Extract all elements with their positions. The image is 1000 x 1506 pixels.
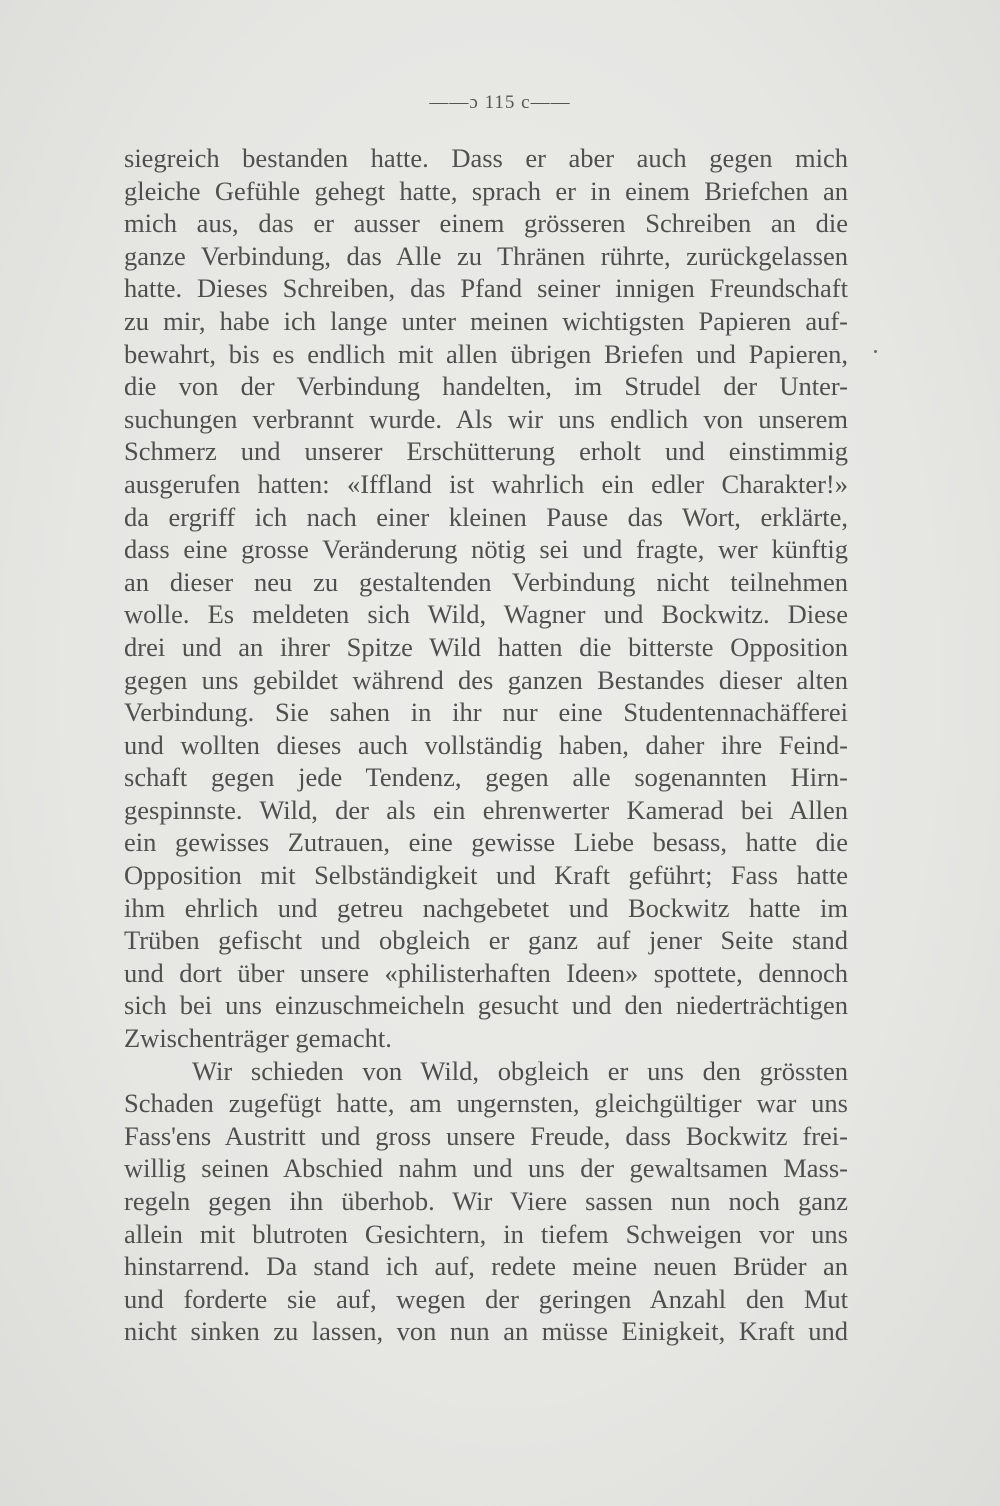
text-line: und wollten dieses auch vollständig haben, daher ihre Feind- bbox=[124, 729, 848, 760]
text-line: sich bei uns einzuschmeicheln gesucht und den niederträchtigen bbox=[124, 990, 848, 1021]
text-line: Schaden zugefügt hatte, am ungernsten, gleichgültiger war uns bbox=[124, 1088, 848, 1119]
text-line: Trüben gefischt und obgleich er ganz auf jener Seite stand bbox=[124, 925, 848, 956]
text-line: an dieser neu zu gestaltenden Verbindung nicht teilnehmen bbox=[124, 566, 848, 597]
text-line: Fass'ens Austritt und gross unsere Freude, dass Bockwitz frei- bbox=[124, 1120, 848, 1151]
text-line: Schmerz und unserer Erschütterung erholt und einstimmig bbox=[124, 436, 848, 467]
text-line: drei und an ihrer Spitze Wild hatten die bitterste Opposition bbox=[124, 631, 848, 662]
text-line: und dort über unsere «philisterhaften Ideen» spottete, dennoch bbox=[124, 957, 848, 988]
text-line: siegreich bestanden hatte. Dass er aber auch gegen mich bbox=[124, 143, 848, 173]
paragraph bbox=[124, 142, 848, 1055]
page-header-number: ——ɔ 115 c—— bbox=[429, 92, 571, 113]
text-line: zu mir, habe ich lange unter meinen wichtigsten Papieren auf- bbox=[124, 305, 848, 336]
text-line: gleiche Gefühle gehegt hatte, sprach er in einem Briefchen an bbox=[124, 175, 848, 206]
text-line: die von der Verbindung handelten, im Strudel der Unter- bbox=[124, 371, 848, 402]
text-line: da ergriff ich nach einer kleinen Pause das Wort, erklärte, bbox=[124, 501, 848, 532]
text-line: ganze Verbindung, das Alle zu Thränen rührte, zurückgelassen bbox=[124, 240, 848, 271]
text-line: gespinnste. Wild, der als ein ehrenwerter Kamerad bei Allen bbox=[124, 794, 848, 825]
text-line: bewahrt, bis es endlich mit allen übrigen Briefen und Papieren, bbox=[124, 338, 848, 369]
text-line: hatte. Dieses Schreiben, das Pfand seiner innigen Freundschaft bbox=[124, 273, 848, 304]
text-line: ein gewisses Zutrauen, eine gewisse Liebe besass, hatte die bbox=[124, 827, 848, 858]
paragraph bbox=[124, 1055, 848, 1348]
text-line: ausgerufen hatten: «Iffland ist wahrlich ein edler Charakter!» bbox=[124, 468, 848, 499]
text-line: dass eine grosse Veränderung nötig sei und fragte, wer künftig bbox=[124, 534, 848, 565]
text-line: nicht sinken zu lassen, von nun an müsse Einigkeit, Kraft und bbox=[124, 1316, 848, 1347]
text-line: wolle. Es meldeten sich Wild, Wagner und Bockwitz. Diese bbox=[124, 599, 848, 630]
text-line: gegen uns gebildet während des ganzen Bestandes dieser alten bbox=[124, 664, 848, 695]
text-line: schaft gegen jede Tendenz, gegen alle sogenannten Hirn- bbox=[124, 762, 848, 793]
text-line: Verbindung. Sie sahen in ihr nur eine Studentennachäfferei bbox=[124, 697, 848, 728]
text-line: mich aus, das er ausser einem grösseren Schreiben an die bbox=[124, 208, 848, 239]
text-line: willig seinen Abschied nahm und uns der gewaltsamen Mass- bbox=[124, 1153, 848, 1184]
text-line: hinstarrend. Da stand ich auf, redete meine neuen Brüder an bbox=[124, 1251, 848, 1282]
margin-speck bbox=[874, 350, 877, 353]
text-line: ihm ehrlich und getreu nachgebetet und Bockwitz hatte im bbox=[124, 892, 848, 923]
text-line: Zwischenträger gemacht. bbox=[124, 1023, 392, 1054]
text-line: suchungen verbrannt wurde. Als wir uns endlich von unserem bbox=[124, 403, 848, 434]
text-line: Wir schieden von Wild, obgleich er uns den grössten bbox=[192, 1055, 848, 1086]
text-line: und forderte sie auf, wegen der geringen Anzahl den Mut bbox=[124, 1283, 848, 1314]
text-line: allein mit blutroten Gesichtern, in tiefem Schweigen vor uns bbox=[124, 1218, 848, 1249]
text-line: regeln gegen ihn überhob. Wir Viere sassen nun noch ganz bbox=[124, 1186, 848, 1216]
body-text bbox=[124, 142, 848, 1348]
text-line: Opposition mit Selbständigkeit und Kraft geführt; Fass hatte bbox=[124, 860, 848, 891]
